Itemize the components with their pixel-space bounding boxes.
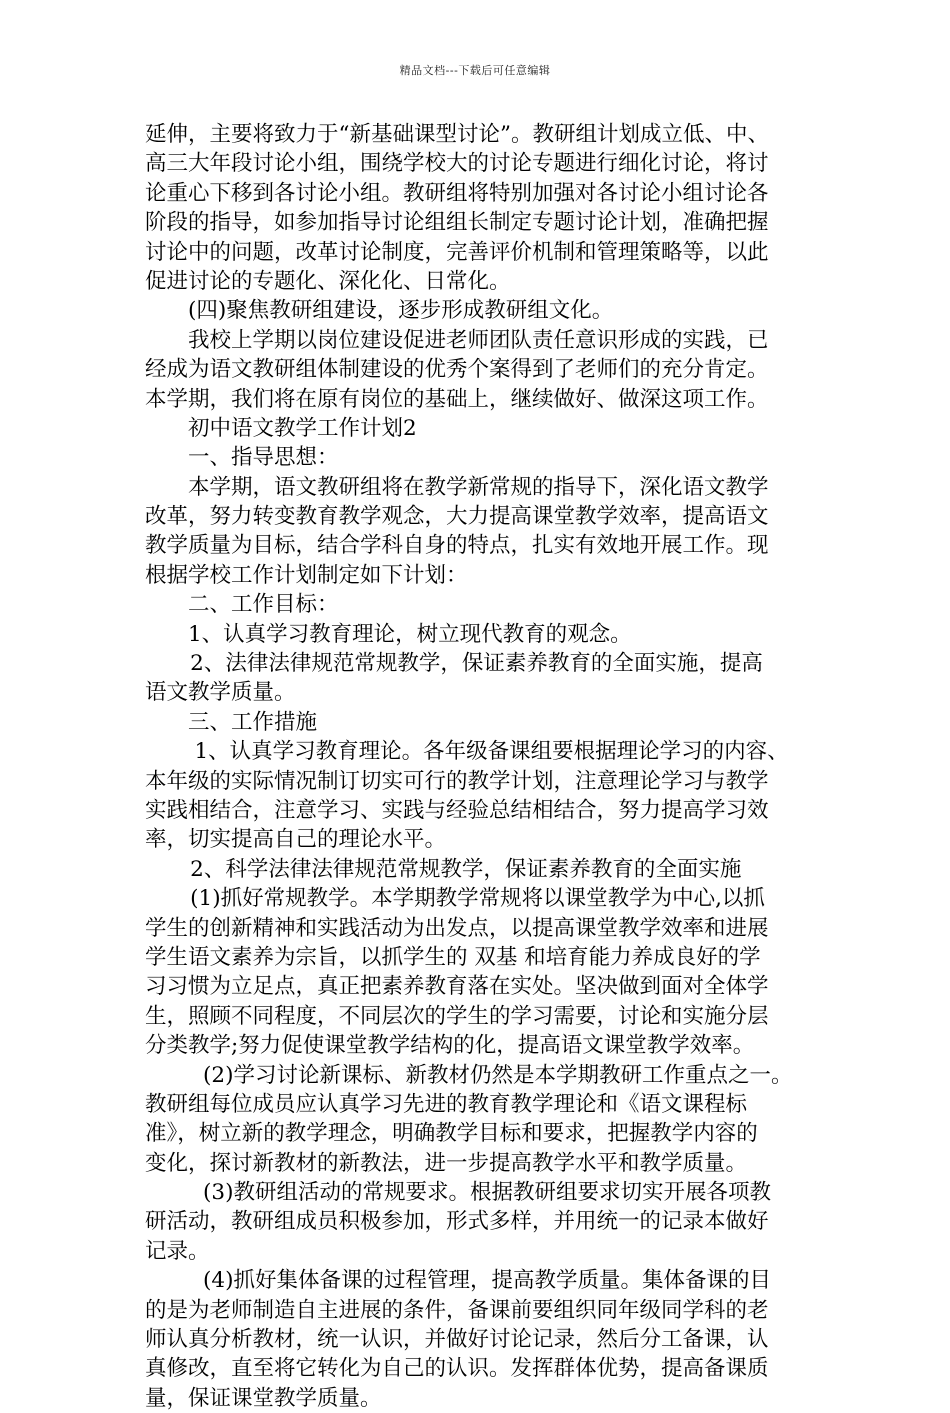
- text-line: (3)教研组活动的常规要求。根据教研组要求切实开展各项教: [203, 1180, 772, 1206]
- text-line: 1、认真学习教育理论。各年级备课组要根据理论学习的内容、: [194, 739, 789, 765]
- page-header: 精品文档---下载后可任意编辑: [399, 64, 551, 77]
- text-line: 习习惯为立足点，真正把素养教育落在实处。坚决做到面对全体学: [145, 974, 769, 1000]
- text-line: 阶段的指导，如参加指导讨论组组长制定专题讨论计划，准确把握: [145, 210, 769, 236]
- text-line: 学生的创新精神和实践活动为出发点，以提高课堂教学效率和进展: [145, 915, 769, 941]
- text-line: (1)抓好常规教学。本学期教学常规将以课堂教学为中心,以抓: [190, 886, 765, 912]
- text-line: 师认真分析教材，统一认识，并做好讨论记录，然后分工备课，认: [145, 1327, 769, 1353]
- text-line: (2)学习讨论新课标、新教材仍然是本学期教研工作重点之一。: [203, 1062, 793, 1088]
- text-line: 经成为语文教研组体制建设的优秀个案得到了老师们的充分肯定。: [145, 357, 769, 383]
- text-line: 高三大年段讨论小组，围绕学校大的讨论专题进行细化讨论，将讨: [145, 151, 769, 177]
- text-line: 讨论中的问题，改革讨论制度，完善评价机制和管理策略等，以此: [145, 239, 769, 265]
- text-line: 记录。: [145, 1238, 210, 1264]
- text-line: 延伸，主要将致力于“新基础课型讨论”。教研组计划成立低、中、: [145, 122, 769, 147]
- text-line: 改革，努力转变教育教学观念，大力提高课堂教学效率，提高语文: [145, 504, 769, 530]
- text-line: 2、科学法律法律规范常规教学，保证素养教育的全面实施: [190, 856, 742, 882]
- text-line: 率，切实提高自己的理论水平。: [145, 827, 447, 853]
- text-line: 我校上学期以岗位建设促进老师团队责任意识形成的实践，已: [188, 327, 769, 353]
- text-line: 促进讨论的专题化、深化化、日常化。: [145, 268, 511, 294]
- text-line: (4)抓好集体备课的过程管理，提高教学质量。集体备课的目: [203, 1268, 772, 1294]
- text-line: 1、认真学习教育理论，树立现代教育的观念。: [188, 621, 632, 647]
- text-line: 初中语文教学工作计划2: [188, 415, 417, 441]
- text-line: 量，保证课堂教学质量。: [145, 1385, 382, 1411]
- text-line: 变化，探讨新教材的新教法，进一步提高教学水平和教学质量。: [145, 1150, 748, 1176]
- text-line: 真修改，直至将它转化为自己的认识。发挥群体优势，提高备课质: [145, 1356, 769, 1382]
- text-line: 2、法律法律规范常规教学，保证素养教育的全面实施，提高: [190, 651, 763, 677]
- text-line: 的是为老师制造自主进展的条件，备课前要组织同年级同学科的老: [145, 1297, 769, 1323]
- text-line: 根据学校工作计划制定如下计划：: [145, 562, 468, 588]
- text-line: 论重心下移到各讨论小组。教研组将特别加强对各讨论小组讨论各: [145, 180, 769, 206]
- text-line: 三、工作措施: [188, 709, 318, 735]
- text-line: 本年级的实际情况制订切实可行的教学计划，注意理论学习与教学: [145, 768, 769, 794]
- text-line: 生，照顾不同程度，不同层次的学生的学习需要，讨论和实施分层: [145, 1003, 769, 1029]
- text-line: 学生语文素养为宗旨，以抓学生的 双基 和培育能力养成良好的学: [145, 944, 761, 970]
- text-line: 准》，树立新的教学理念，明确教学目标和要求，把握教学内容的: [145, 1121, 758, 1147]
- text-line: 分类教学;努力促使课堂教学结构的化，提高语文课堂教学效率。: [145, 1033, 755, 1059]
- document-body: [145, 120, 807, 1413]
- text-line: 本学期，语文教研组将在教学新常规的指导下，深化语文教学: [188, 474, 769, 500]
- text-line: (四)聚焦教研组建设，逐步形成教研组文化。: [188, 298, 614, 324]
- text-line: 语文教学质量。: [145, 680, 296, 706]
- text-line: 实践相结合，注意学习、实践与经验总结相结合，努力提高学习效: [145, 797, 769, 823]
- text-line: 研活动，教研组成员积极参加，形式多样，并用统一的记录本做好: [145, 1209, 769, 1235]
- text-line: 教研组每位成员应认真学习先进的教育教学理论和《语文课程标: [145, 1091, 748, 1117]
- text-line: 二、工作目标：: [188, 592, 339, 618]
- text-line: 一、指导思想：: [188, 445, 339, 471]
- text-line: 教学质量为目标，结合学科自身的特点，扎实有效地开展工作。现: [145, 533, 769, 559]
- text-line: 本学期，我们将在原有岗位的基础上，继续做好、做深这项工作。: [145, 386, 769, 412]
